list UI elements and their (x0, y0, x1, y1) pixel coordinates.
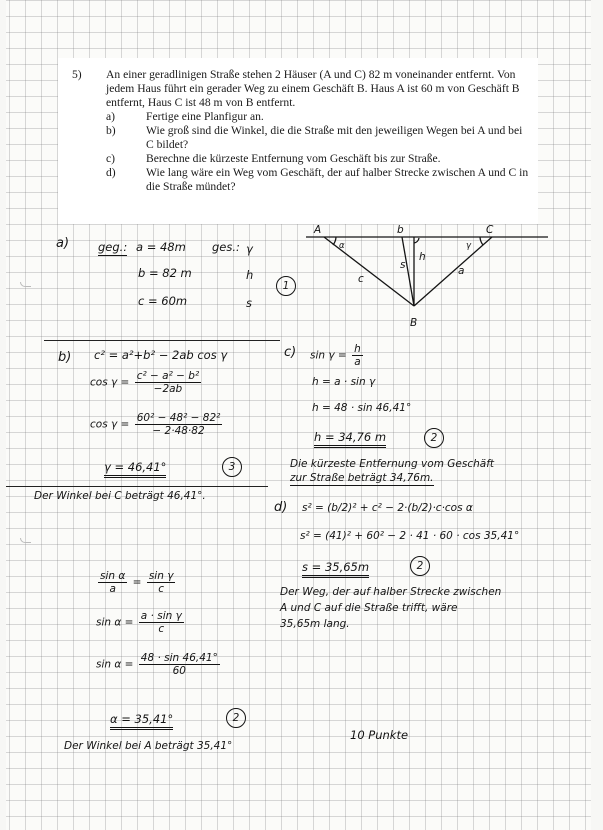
label-a: a (458, 265, 465, 277)
h-sentence-line1: Die kürzeste Entfernung vom Geschäft (290, 458, 495, 470)
label-alpha: α (339, 241, 345, 251)
sin-alpha-formula (96, 610, 186, 635)
sine-law-right-num: sin γ (148, 570, 174, 582)
task-text: Wie groß sind die Winkel, die die Straße mit den jeweiligen Wegen bei A und bei C bildet? (146, 124, 523, 152)
side-a-line (414, 237, 492, 306)
sought-label: ges.: (212, 240, 240, 254)
problem-statement (58, 58, 538, 224)
points-badge: 2 (226, 708, 246, 728)
sin-alpha-values-lhs: sin α = (96, 658, 134, 671)
task-text: Fertige eine Planfigur an. (146, 110, 264, 123)
part-c-label: c) (284, 345, 297, 360)
sin-alpha-lhs: sin α = (96, 616, 134, 629)
sine-law-right-den: c (158, 583, 164, 595)
task-label: d) (106, 166, 116, 179)
punch-mark (20, 538, 31, 543)
points-badge: 2 (424, 428, 444, 448)
cos2-numerator: 60² − 48² − 82² (136, 412, 221, 424)
given-b: b = 82 m (138, 266, 192, 280)
sine-law-left-num: sin α (100, 570, 126, 582)
problem-intro: An einer geradlinigen Straße stehen 2 Häuser (A und C) 82 m voneinander entfernt. Von jedem Haus führt ein gerader Weg zu einem Geschäft B. Haus A ist 60 m von Geschäft B entfernt, Haus C ist 48 m von B entfernt. (106, 68, 520, 110)
label-C: C (486, 224, 494, 236)
task-text: Berechne die kürzeste Entfernung vom Geschäft bis zur Straße. (146, 152, 441, 165)
given-label: geg.: (98, 240, 128, 254)
problem-number: 5) (72, 68, 82, 81)
sought-h: h (246, 268, 254, 282)
part-b-label: b) (58, 350, 72, 365)
right-angle-mark (414, 238, 419, 243)
points-badge: 3 (222, 457, 242, 477)
points-badge: 2 (410, 556, 430, 576)
label-h: h (419, 251, 426, 263)
sin-alpha-values (96, 652, 222, 677)
label-s: s (400, 259, 406, 271)
alpha-sentence: Der Winkel bei A beträgt 35,41° (64, 740, 233, 752)
side-c-line (324, 237, 414, 306)
sine-law-left-den: a (109, 583, 116, 595)
label-gamma: γ (466, 241, 472, 251)
sin-denominator: a (354, 356, 361, 368)
s-sentence-line2: A und C auf die Straße trifft, wäre (280, 602, 458, 614)
cos2-denominator: − 2·48·82 (152, 425, 205, 437)
sin-numerator: h (354, 343, 361, 355)
sine-law: $\frac{\text{sin α}}{a}$ = $\frac{\text{sin γ}}{c}$ (100, 570, 174, 595)
path-s-line (402, 237, 414, 306)
task-text: Wie lang wäre ein Weg vom Geschäft, der auf halber Strecke zwischen A und C in die Straße mündet? (146, 166, 529, 194)
gamma-result: γ = 46,41° (104, 460, 166, 478)
sin-alpha-values-den: 60 (172, 665, 186, 677)
cos-gamma-formula (90, 370, 203, 395)
sin-lhs: sin γ = (310, 349, 347, 362)
section-divider (44, 340, 280, 341)
cos2-lhs: cos γ = (90, 418, 130, 431)
label-c: c (358, 273, 364, 285)
angle-alpha-arc (333, 237, 336, 245)
alpha-result: α = 35,41° (110, 712, 173, 730)
angle-gamma-arc (480, 237, 483, 245)
h-sentence-line2: zur Straße beträgt 34,76m. (290, 472, 434, 484)
part-d-label: d) (274, 500, 288, 515)
triangle-diagram (302, 224, 552, 334)
sin-alpha-num: a · sin γ (140, 610, 182, 622)
gamma-sentence: Der Winkel bei C beträgt 46,41°. (34, 490, 206, 502)
total-points: 10 Punkte (350, 728, 409, 742)
graph-paper-sheet (6, 0, 591, 830)
h-formula: h = a · sin γ (312, 376, 376, 388)
h-values: h = 48 · sin 46,41° (312, 402, 412, 414)
s-formula: s² = (b/2)² + c² − 2·(b/2)·c·cos α (302, 502, 473, 514)
s-sentence-line1: Der Weg, der auf halber Strecke zwischen (280, 586, 502, 598)
cos-lhs: cos γ = (90, 376, 130, 389)
section-divider (6, 486, 268, 487)
s-result: s = 35,65m (302, 560, 369, 578)
sin-alpha-values-num: 48 · sin 46,41° (140, 652, 218, 664)
given-a: a = 48m (136, 240, 186, 254)
given-c: c = 60m (138, 294, 188, 308)
task-label: b) (106, 124, 116, 137)
label-B: B (410, 317, 418, 329)
sin-alpha-den: c (158, 623, 165, 635)
cos-gamma-values (90, 412, 224, 437)
s-values: s² = (41)² + 60² − 2 · 41 · 60 · cos 35,41° (300, 530, 520, 542)
points-badge: 1 (276, 276, 296, 296)
s-sentence-line3: 35,65m lang. (280, 618, 350, 630)
sought-gamma: γ (246, 242, 253, 256)
label-A: A (314, 224, 322, 236)
cos-numerator: c² − a² − b² (136, 370, 200, 382)
sin-gamma-formula (310, 343, 365, 368)
punch-mark (20, 282, 31, 287)
cos-denominator: −2ab (153, 383, 183, 395)
task-label: a) (106, 110, 116, 123)
sought-s: s (246, 296, 252, 310)
task-label: c) (106, 152, 116, 165)
label-b: b (397, 224, 404, 236)
cosine-law: c² = a²+b² − 2ab cos γ (94, 348, 228, 362)
part-a-label: a) (56, 236, 70, 251)
h-result: h = 34,76 m (314, 430, 386, 448)
